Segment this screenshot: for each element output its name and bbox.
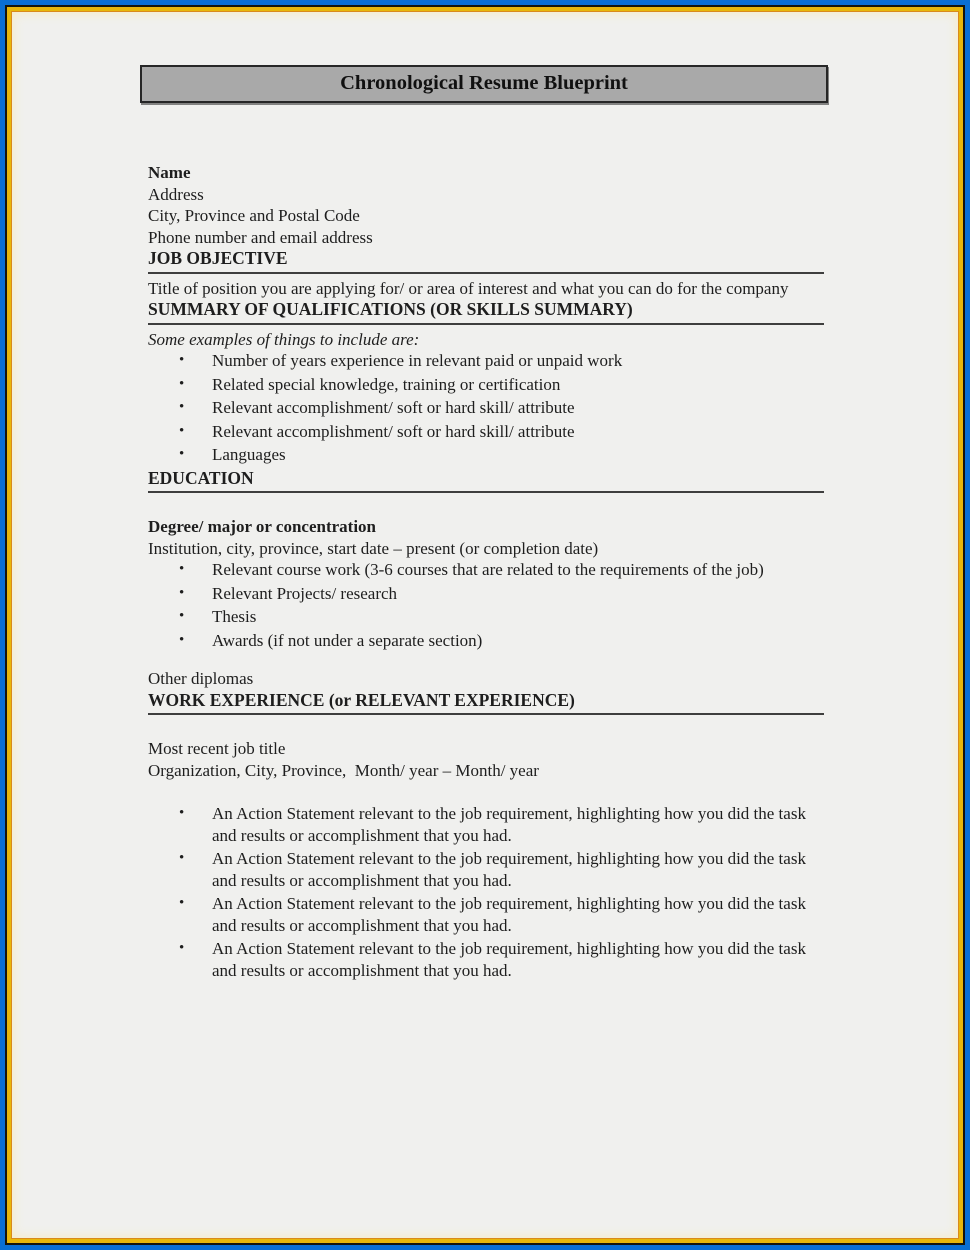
experience-bullet-list: [148, 803, 824, 981]
summary-intro: Some examples of things to include are:: [148, 329, 420, 349]
education-bullet: • Thesis: [212, 606, 824, 628]
summary-bullet: • Related special knowledge, training or certification: [212, 374, 824, 396]
education-other-diplomas: Other diplomas: [148, 669, 254, 688]
education-bullet: • Relevant Projects/ research: [212, 583, 824, 605]
summary-bullet: • Relevant accomplishment/ soft or hard skill/ attribute: [212, 397, 824, 419]
contact-phone-line: Phone number and email address: [148, 227, 373, 247]
education-bullet: • Relevant course work (3-6 courses that are related to the requirements of the job): [212, 559, 824, 581]
job-objective-heading: JOB OBJECTIVE: [148, 248, 824, 274]
education-bullet-list: [148, 559, 824, 651]
document-page: [12, 12, 958, 1238]
education-degree: Degree/ major or concentration: [148, 517, 377, 536]
summary-bullet-list: [148, 350, 824, 466]
page-frame-orange: [11, 11, 959, 1239]
document-content: [148, 162, 824, 983]
document-title-bar: [140, 65, 828, 103]
experience-job-title: Most recent job title: [148, 739, 286, 758]
contact-name: Name: [148, 163, 191, 182]
education-institution: Institution, city, province, start date – present (or completion date): [148, 538, 599, 558]
job-objective-body: Title of position you are applying for/ or area of interest and what you can do for the company: [148, 278, 789, 298]
experience-bullet: • An Action Statement relevant to the job requirement, highlighting how you did the task and results or accomplishment that you had.: [212, 803, 824, 846]
summary-bullet: • Languages: [212, 444, 824, 466]
contact-block: [148, 162, 824, 248]
experience-heading: WORK EXPERIENCE (or RELEVANT EXPERIENCE): [148, 690, 824, 716]
experience-organization: Organization, City, Province, Month/ year – Month/ year: [148, 760, 539, 780]
document-title: Chronological Resume Blueprint: [340, 72, 628, 95]
education-heading: EDUCATION: [148, 468, 824, 494]
experience-bullet: • An Action Statement relevant to the job requirement, highlighting how you did the task and results or accomplishment that you had.: [212, 848, 824, 891]
page-frame-gold: [7, 7, 963, 1243]
experience-bullet: • An Action Statement relevant to the job requirement, highlighting how you did the task and results or accomplishment that you had.: [212, 938, 824, 981]
contact-address: Address: [148, 184, 204, 204]
page-frame-black: [5, 5, 965, 1245]
education-bullet: • Awards (if not under a separate section): [212, 630, 824, 652]
summary-bullet: • Number of years experience in relevant paid or unpaid work: [212, 350, 824, 372]
experience-bullet: • An Action Statement relevant to the job requirement, highlighting how you did the task and results or accomplishment that you had.: [212, 893, 824, 936]
summary-heading: SUMMARY OF QUALIFICATIONS (OR SKILLS SUMMARY): [148, 299, 824, 325]
contact-city-line: City, Province and Postal Code: [148, 206, 360, 225]
summary-bullet: • Relevant accomplishment/ soft or hard skill/ attribute: [212, 421, 824, 443]
